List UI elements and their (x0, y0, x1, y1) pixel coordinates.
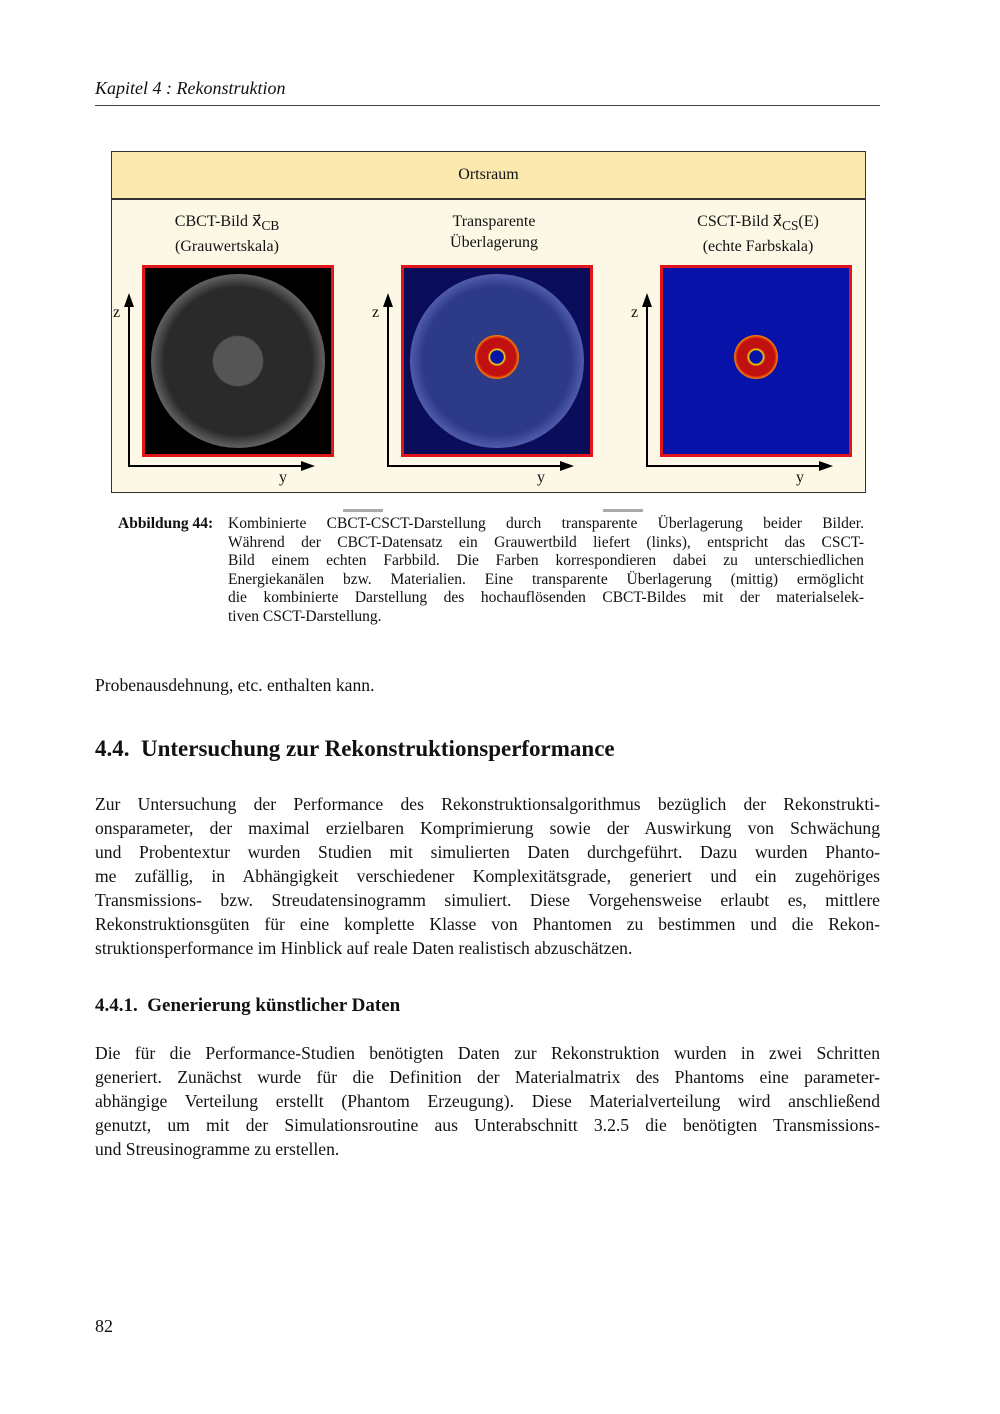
cbct-image (142, 265, 334, 457)
caption-line: Bild einem echten Farbbild. Die Farben korrespondieren dabei zu unterschiedlichen (228, 552, 864, 569)
figure-banner: Ortsraum (112, 152, 865, 200)
subscript: CB (261, 218, 280, 234)
z-label: z (372, 304, 380, 321)
paragraph (95, 792, 880, 960)
arrow-left-icon (603, 509, 643, 512)
csct-image (660, 265, 852, 457)
running-header: Kapitel 4 : Rekonstruktion (95, 78, 286, 98)
text-line: onsparameter, der maximal erzielbaren Komprimierung sowie der Auswirkung von Schwächung (95, 818, 880, 838)
paragraph: Probenausdehnung, etc. enthalten kann. (95, 675, 375, 695)
z-arrow-icon (124, 293, 134, 307)
caption-line: die kombinierte Darstellung des hochauflösenden CBCT-Bildes mit der materialselek- (228, 589, 864, 606)
panel-subtitle: (Grauwertskala) (175, 238, 279, 256)
y-arrow-icon (301, 461, 315, 471)
z-label: z (631, 304, 639, 321)
phantom-disc (151, 274, 325, 448)
caption-line: tiven CSCT-Darstellung. (228, 607, 382, 625)
caption-label: Abbildung 44: (118, 515, 214, 532)
material-ring (475, 335, 519, 379)
panel-suffix: (E) (798, 213, 819, 230)
z-arrow-icon (642, 293, 652, 307)
caption-line: Kombinierte CBCT-CSCT-Darstellung durch transparente Überlagerung beider Bilder. (228, 515, 864, 532)
panel-title: CBCT-Bild x⃗ (174, 213, 262, 230)
y-axis (387, 465, 563, 467)
text-line: und Probentextur wurden Studien mit simulierten Daten durchgeführt. Dazu wurden Phanto- (95, 842, 880, 862)
text-line: genutzt, um mit der Simulationsroutine aus Unterabschnitt 3.2.5 die benötigten Transmissions- (95, 1115, 880, 1135)
text-line: Transmissions- bzw. Streudatensinogramm simuliert. Diese Vorgehensweise erlaubt es, mittlere (95, 890, 880, 910)
caption-line: Energiekanälen bzw. Materialien. Eine transparente Überlagerung (mittig) ermöglicht (228, 570, 864, 588)
z-axis (387, 301, 389, 467)
y-label: y (537, 469, 545, 486)
panel-title: CSCT-Bild x⃗ (697, 213, 783, 230)
paragraph (95, 1041, 880, 1161)
text-line: Die für die Performance-Studien benötigten Daten zur Rekonstruktion wurden in zwei Schritten (95, 1043, 880, 1063)
text-line: struktionsperformance im Hinblick auf reale Daten realistisch abzuschätzen. (95, 938, 633, 958)
panel-title: Transparente (452, 213, 536, 230)
subsection-heading: 4.4.1. Generierung künstlicher Daten (95, 995, 401, 1016)
caption-line: Während der CBCT-Datensatz ein Grauwertbild liefert (links), entspricht das CSCT- (228, 533, 864, 551)
panel-title-overlay (374, 211, 614, 253)
overlay-image (401, 265, 593, 457)
header-rule (95, 105, 880, 106)
y-axis (128, 465, 304, 467)
y-label: y (279, 469, 287, 486)
z-axis (646, 301, 648, 467)
panel-title-cbct (107, 211, 347, 257)
material-ring (734, 335, 778, 379)
text-line: und Streusinogramme zu erstellen. (95, 1139, 340, 1159)
text-line: me zufällig, in Abhängigkeit verschiedener Komplexitätsgrade, generiert und ein zugehöriges (95, 866, 880, 886)
text-line: abhängige Verteilung erstellt (Phantom Erzeugung). Diese Materialverteilung wird anschließend (95, 1091, 880, 1111)
arrow-right-icon (343, 509, 383, 512)
z-axis (128, 301, 130, 467)
text-line: Zur Untersuchung der Performance des Rekonstruktionsalgorithmus bezüglich der Rekonstrukti- (95, 794, 880, 814)
z-arrow-icon (383, 293, 393, 307)
subscript: CS (782, 218, 799, 234)
z-label: z (113, 304, 121, 321)
page-number: 82 (95, 1316, 113, 1336)
figure-content (111, 151, 866, 493)
panel-title-csct (638, 211, 878, 257)
panel-subtitle: (echte Farbskala) (702, 238, 814, 256)
panel-subtitle: Überlagerung (450, 234, 538, 251)
y-label: y (796, 469, 804, 486)
text-line: generiert. Zunächst wurde für die Definition der Materialmatrix des Phantoms eine parameter- (95, 1067, 880, 1087)
y-arrow-icon (560, 461, 574, 471)
text-line: Rekonstruktionsgüten für eine komplette Klasse von Phantomen zu bestimmen und die Rekon- (95, 914, 880, 934)
caption-text (228, 515, 864, 626)
section-heading: 4.4. Untersuchung zur Rekonstruktionsperformance (95, 736, 615, 761)
y-axis (646, 465, 822, 467)
y-arrow-icon (819, 461, 833, 471)
